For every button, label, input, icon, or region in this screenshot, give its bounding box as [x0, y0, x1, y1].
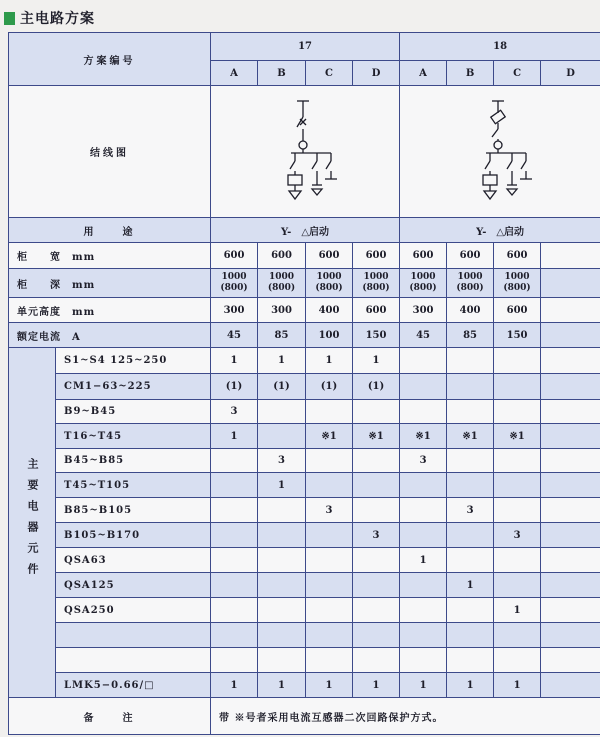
component-qty-cell: 1	[211, 348, 258, 374]
component-name: T16~T45	[56, 424, 211, 449]
component-qty-cell: 3	[211, 400, 258, 424]
component-row	[9, 424, 600, 449]
page-title: 主电路方案	[20, 11, 95, 27]
page-header	[4, 8, 95, 28]
component-qty-cell	[306, 648, 353, 673]
component-row	[9, 400, 600, 424]
note-row	[9, 698, 600, 735]
component-qty-cell: 1	[447, 573, 494, 598]
unit-height-cell: 300	[400, 298, 447, 323]
component-qty-cell	[541, 623, 600, 648]
depth-label: 柜 深 mm	[9, 269, 211, 298]
component-qty-cell	[494, 573, 541, 598]
component-qty-cell	[400, 573, 447, 598]
unit-height-label: 单元高度 mm	[9, 298, 211, 323]
component-name: T45~T105	[56, 473, 211, 498]
component-qty-cell	[258, 573, 306, 598]
component-qty-cell: 1	[306, 673, 353, 698]
component-name: B85~B105	[56, 498, 211, 523]
component-qty-cell	[306, 400, 353, 424]
component-qty-cell	[541, 498, 600, 523]
component-qty-cell	[306, 548, 353, 573]
component-qty-cell	[211, 573, 258, 598]
rated-current-cell: 85	[447, 323, 494, 348]
component-name: B9~B45	[56, 400, 211, 424]
component-qty-cell	[447, 523, 494, 548]
component-qty-cell	[494, 449, 541, 473]
rated-current-row	[9, 323, 600, 348]
component-qty-cell	[494, 648, 541, 673]
component-qty-cell	[400, 648, 447, 673]
component-qty-cell	[211, 598, 258, 623]
section-marker	[4, 12, 15, 25]
rated-current-cell: 85	[258, 323, 306, 348]
rated-current-cell: 45	[211, 323, 258, 348]
component-qty-cell	[400, 400, 447, 424]
component-qty-cell: ※1	[400, 424, 447, 449]
component-qty-cell: 1	[494, 598, 541, 623]
unit-height-cell: 300	[211, 298, 258, 323]
component-qty-cell	[306, 598, 353, 623]
component-qty-cell	[211, 523, 258, 548]
column-letter-4: A	[400, 61, 447, 86]
component-qty-cell: 1	[211, 424, 258, 449]
component-qty-cell	[353, 498, 400, 523]
scheme-number-label: 方案编号	[9, 33, 211, 86]
width-cell: 600	[306, 243, 353, 269]
depth-cell: 1000 (800)	[211, 269, 258, 298]
component-qty-cell	[211, 449, 258, 473]
width-cell: 600	[447, 243, 494, 269]
component-qty-cell: 1	[258, 473, 306, 498]
component-qty-cell	[447, 623, 494, 648]
depth-cell	[541, 269, 600, 298]
width-cell: 600	[494, 243, 541, 269]
component-qty-cell	[400, 348, 447, 374]
component-qty-cell	[306, 623, 353, 648]
component-qty-cell	[211, 623, 258, 648]
component-qty-cell	[541, 473, 600, 498]
component-qty-cell	[541, 598, 600, 623]
component-qty-cell	[306, 449, 353, 473]
component-name: QSA125	[56, 573, 211, 598]
component-qty-cell	[541, 648, 600, 673]
component-qty-cell	[258, 498, 306, 523]
component-qty-cell	[447, 473, 494, 498]
component-row	[9, 673, 600, 698]
column-letter-2: C	[306, 61, 353, 86]
depth-cell: 1000 (800)	[447, 269, 494, 298]
component-name: S1~S4 125~250	[56, 348, 211, 374]
component-qty-cell: (1)	[258, 374, 306, 400]
component-qty-cell	[400, 473, 447, 498]
component-qty-cell	[541, 424, 600, 449]
note-text: 带 ※号者采用电流互感器二次回路保护方式。	[211, 698, 600, 735]
component-qty-cell: 3	[447, 498, 494, 523]
column-letter-3: D	[353, 61, 400, 86]
component-row	[9, 623, 600, 648]
components-side-label	[9, 348, 56, 698]
component-qty-cell	[211, 648, 258, 673]
depth-cell: 1000 (800)	[353, 269, 400, 298]
component-qty-cell	[494, 548, 541, 573]
component-qty-cell: 1	[258, 673, 306, 698]
width-cell	[541, 243, 600, 269]
width-cell: 600	[211, 243, 258, 269]
component-qty-cell	[494, 473, 541, 498]
component-qty-cell: 1	[258, 348, 306, 374]
component-qty-cell	[306, 473, 353, 498]
component-qty-cell	[541, 523, 600, 548]
component-qty-cell: 1	[447, 673, 494, 698]
components-side-label-text: 主要电器元件	[26, 458, 39, 584]
rated-current-cell: 150	[353, 323, 400, 348]
component-qty-cell	[211, 473, 258, 498]
unit-height-cell: 400	[447, 298, 494, 323]
component-qty-cell	[494, 498, 541, 523]
wiring-diagram-17	[211, 86, 400, 218]
component-qty-cell	[258, 623, 306, 648]
component-qty-cell	[306, 573, 353, 598]
cabinet-width-row	[9, 243, 600, 269]
component-row	[9, 374, 600, 400]
depth-cell: 1000 (800)	[258, 269, 306, 298]
component-qty-cell	[353, 573, 400, 598]
component-qty-cell	[353, 473, 400, 498]
unit-height-cell: 400	[306, 298, 353, 323]
component-qty-cell: ※1	[447, 424, 494, 449]
component-qty-cell	[353, 400, 400, 424]
component-qty-cell: 1	[306, 348, 353, 374]
width-cell: 600	[353, 243, 400, 269]
component-qty-cell: 1	[353, 348, 400, 374]
component-row	[9, 548, 600, 573]
column-letter-1: B	[258, 61, 306, 86]
component-qty-cell	[353, 598, 400, 623]
component-qty-cell: 3	[306, 498, 353, 523]
component-qty-cell	[400, 523, 447, 548]
component-qty-cell: 1	[400, 673, 447, 698]
component-qty-cell	[494, 348, 541, 374]
rated-current-cell: 45	[400, 323, 447, 348]
component-qty-cell	[400, 374, 447, 400]
wiring-diagram-label: 结线图	[9, 86, 211, 218]
component-qty-cell: (1)	[306, 374, 353, 400]
component-qty-cell	[541, 573, 600, 598]
component-qty-cell	[447, 449, 494, 473]
depth-cell: 1000 (800)	[306, 269, 353, 298]
unit-height-cell: 600	[353, 298, 400, 323]
rated-current-cell	[541, 323, 600, 348]
component-qty-cell	[400, 498, 447, 523]
component-qty-cell: (1)	[353, 374, 400, 400]
main-circuit-table	[8, 32, 600, 735]
component-row	[9, 449, 600, 473]
column-letter-5: B	[447, 61, 494, 86]
component-qty-cell: 1	[494, 673, 541, 698]
component-name: QSA250	[56, 598, 211, 623]
component-qty-cell	[447, 648, 494, 673]
component-qty-cell: ※1	[494, 424, 541, 449]
unit-height-cell: 300	[258, 298, 306, 323]
component-qty-cell	[211, 498, 258, 523]
component-name: CM1−63~225	[56, 374, 211, 400]
component-qty-cell	[258, 598, 306, 623]
usage-label: 用 途	[9, 218, 211, 243]
usage-17: Y- △启动	[211, 218, 400, 243]
component-qty-cell	[494, 623, 541, 648]
unit-height-cell: 600	[494, 298, 541, 323]
component-qty-cell: 1	[400, 548, 447, 573]
component-name: QSA63	[56, 548, 211, 573]
component-qty-cell: ※1	[306, 424, 353, 449]
component-qty-cell: 3	[353, 523, 400, 548]
component-qty-cell	[258, 523, 306, 548]
component-row	[9, 598, 600, 623]
component-qty-cell: 3	[258, 449, 306, 473]
component-qty-cell	[353, 648, 400, 673]
component-qty-cell	[353, 623, 400, 648]
component-qty-cell	[353, 449, 400, 473]
component-name: B105~B170	[56, 523, 211, 548]
component-qty-cell	[494, 400, 541, 424]
component-qty-cell	[258, 548, 306, 573]
component-row	[9, 348, 600, 374]
component-qty-cell	[541, 374, 600, 400]
cabinet-depth-row	[9, 269, 600, 298]
wiring-diagram-18	[400, 86, 600, 218]
depth-cell: 1000 (800)	[494, 269, 541, 298]
rated-current-cell: 150	[494, 323, 541, 348]
component-qty-cell: 1	[353, 673, 400, 698]
component-qty-cell	[211, 548, 258, 573]
component-qty-cell	[494, 374, 541, 400]
unit-height-cell	[541, 298, 600, 323]
component-qty-cell	[447, 348, 494, 374]
component-qty-cell	[400, 623, 447, 648]
component-row	[9, 573, 600, 598]
scheme-17-header: 17	[211, 33, 400, 61]
component-qty-cell	[258, 400, 306, 424]
component-qty-cell	[541, 400, 600, 424]
component-qty-cell: 1	[211, 673, 258, 698]
component-qty-cell	[541, 548, 600, 573]
component-qty-cell: 3	[400, 449, 447, 473]
component-qty-cell	[447, 598, 494, 623]
component-qty-cell	[400, 598, 447, 623]
width-cell: 600	[400, 243, 447, 269]
column-letter-6: C	[494, 61, 541, 86]
wiring-diagram-18-svg	[440, 95, 560, 205]
component-qty-cell: (1)	[211, 374, 258, 400]
component-name: LMK5−0.66/□	[56, 673, 211, 698]
wiring-diagram-17-svg	[245, 95, 365, 205]
component-qty-cell	[541, 449, 600, 473]
usage-18: Y- △启动	[400, 218, 600, 243]
component-name	[56, 648, 211, 673]
component-qty-cell	[541, 348, 600, 374]
component-qty-cell	[447, 374, 494, 400]
unit-height-row	[9, 298, 600, 323]
column-letter-7: D	[541, 61, 600, 86]
component-qty-cell	[447, 548, 494, 573]
component-row	[9, 648, 600, 673]
component-qty-cell	[447, 400, 494, 424]
component-qty-cell: 3	[494, 523, 541, 548]
note-label: 备 注	[9, 698, 211, 735]
depth-cell: 1000 (800)	[400, 269, 447, 298]
component-qty-cell: ※1	[353, 424, 400, 449]
component-row	[9, 473, 600, 498]
component-qty-cell	[306, 523, 353, 548]
width-label: 柜 宽 mm	[9, 243, 211, 269]
component-qty-cell	[541, 673, 600, 698]
component-qty-cell	[258, 648, 306, 673]
width-cell: 600	[258, 243, 306, 269]
rated-current-label: 额定电流 A	[9, 323, 211, 348]
rated-current-cell: 100	[306, 323, 353, 348]
column-letter-0: A	[211, 61, 258, 86]
component-qty-cell	[353, 548, 400, 573]
scheme-18-header: 18	[400, 33, 600, 61]
component-qty-cell	[258, 424, 306, 449]
component-row	[9, 523, 600, 548]
component-name	[56, 623, 211, 648]
component-name: B45~B85	[56, 449, 211, 473]
component-row	[9, 498, 600, 523]
